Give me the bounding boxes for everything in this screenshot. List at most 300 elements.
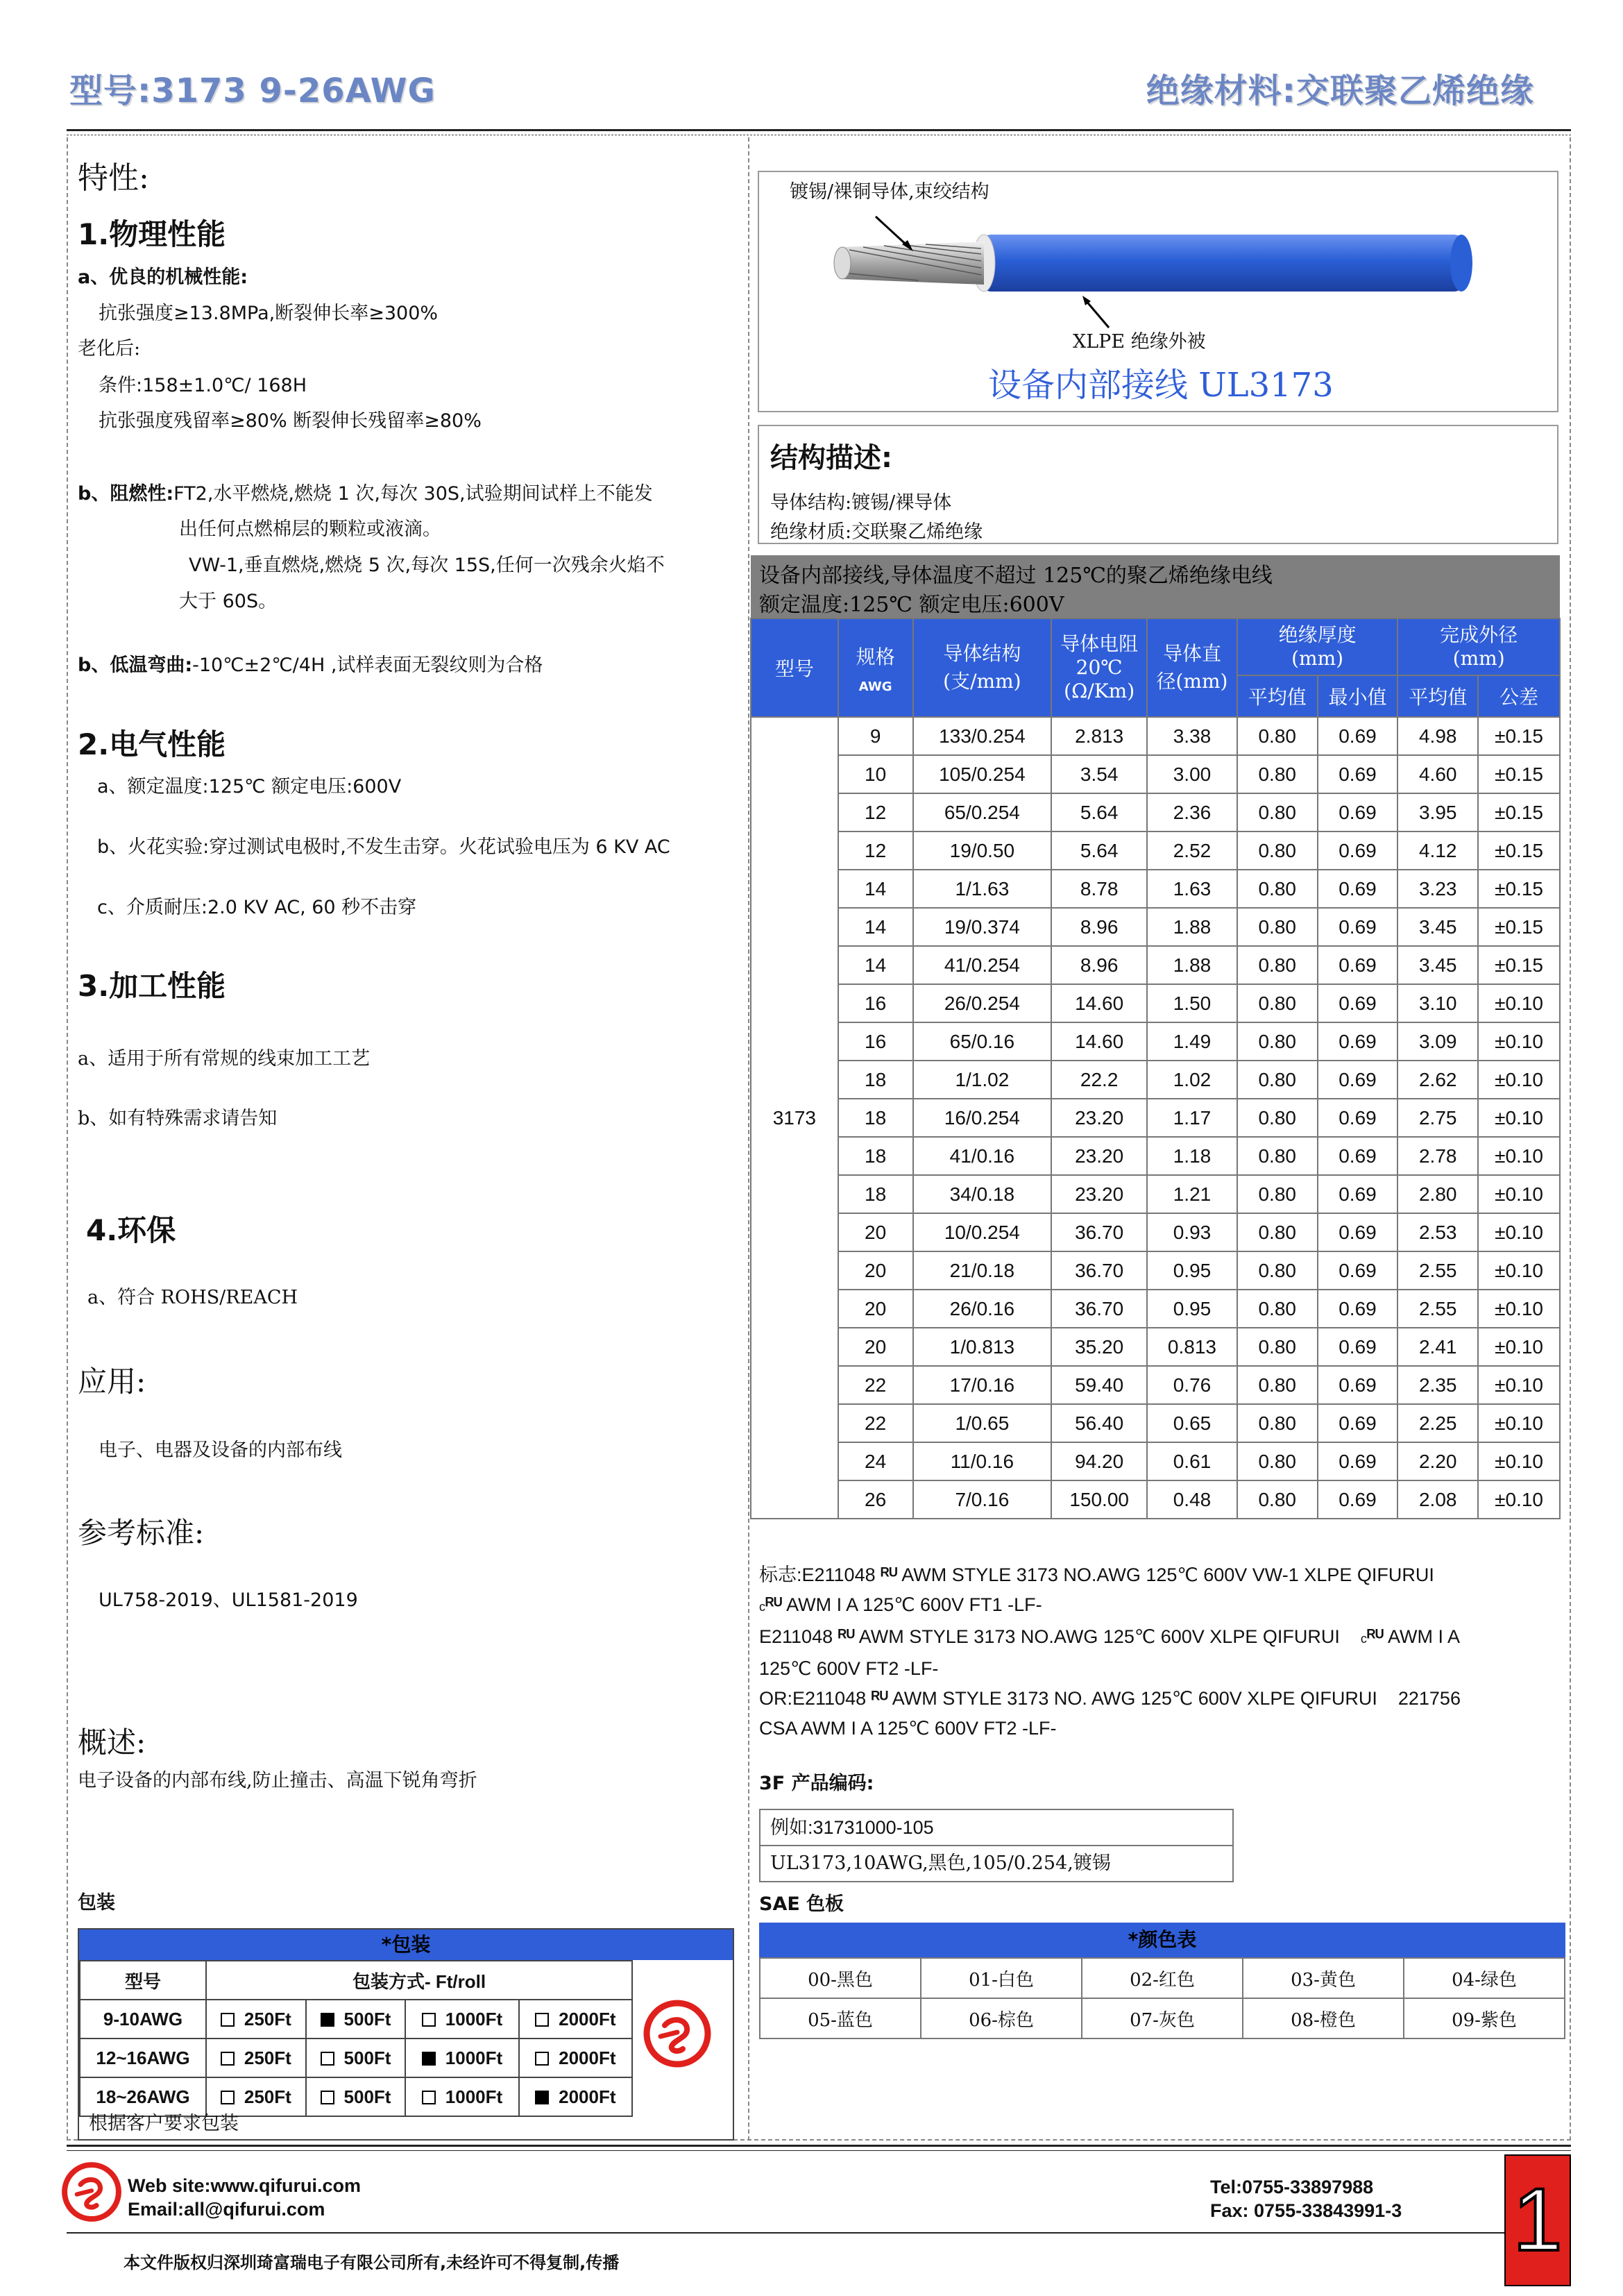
option-label: 1000Ft — [445, 2086, 503, 2107]
spec-cell: 0.69 — [1318, 1022, 1398, 1061]
spec-cell: 1/0.65 — [913, 1404, 1052, 1442]
spec-cell: 0.65 — [1147, 1404, 1237, 1442]
s1a-line2: 老化后: — [78, 338, 141, 360]
spec-cell: 14.60 — [1051, 984, 1147, 1022]
color-row — [760, 1958, 1565, 1998]
spec-cell: 0.80 — [1237, 1099, 1318, 1137]
checkbox-checked[interactable] — [535, 2091, 549, 2104]
spec-row — [751, 1290, 1560, 1328]
color-cell: 01-白色 — [921, 1958, 1082, 1998]
packing-row — [80, 2000, 632, 2038]
spec-cell: ±0.10 — [1478, 1251, 1560, 1290]
checkbox[interactable] — [422, 2091, 436, 2104]
spec-cell: 2.35 — [1397, 1366, 1478, 1404]
marking-line1 — [759, 1560, 1571, 1590]
spec-cell: 0.69 — [1318, 832, 1398, 870]
spec-cell: 2.75 — [1397, 1099, 1478, 1137]
spec-cell: 18 — [838, 1099, 913, 1137]
spec-cell: 1/1.63 — [913, 870, 1052, 908]
marking-l2-c: c — [759, 1600, 765, 1614]
spec-cell: 35.20 — [1051, 1328, 1147, 1366]
col-awg-label: AWG — [858, 679, 892, 694]
color-row — [760, 1998, 1565, 2038]
characteristics-title: 特性: — [78, 160, 149, 196]
spec-cell: 2.20 — [1397, 1442, 1478, 1480]
marking-l3-c: c — [1360, 1632, 1367, 1646]
marking-l1-code: 标志:E211048 — [759, 1564, 876, 1585]
spec-cell: ±0.10 — [1478, 1175, 1560, 1213]
structure-title: 结构描述: — [770, 442, 892, 474]
spec-cell: 1.21 — [1147, 1175, 1237, 1213]
packing-row-model: 9-10AWG — [80, 2000, 206, 2038]
spec-cell: 0.80 — [1237, 908, 1318, 946]
spec-cell: 11/0.16 — [913, 1442, 1052, 1480]
section2-title: 2.电气性能 — [78, 727, 226, 761]
spec-cell: 3.38 — [1147, 717, 1237, 755]
spec-cell: 26/0.254 — [913, 984, 1052, 1022]
spec-cell: 0.69 — [1318, 1290, 1398, 1328]
spec-cell: 0.61 — [1147, 1442, 1237, 1480]
spec-cell: ±0.10 — [1478, 1137, 1560, 1175]
spec-model-cell: 3173 — [751, 717, 838, 1519]
spec-cell: ±0.10 — [1478, 1061, 1560, 1099]
spec-cell: 23.20 — [1051, 1137, 1147, 1175]
ul-logo-icon: ᴿᵁ — [881, 1564, 898, 1585]
spec-cell: 36.70 — [1051, 1251, 1147, 1290]
s2-b: b、火花实验:穿过测试电极时,不发生击穿。火花试验电压为 6 KV AC — [97, 836, 670, 858]
conductor-label: 镀锡/裸铜导体,束绞结构 — [790, 181, 989, 203]
spec-cell: 5.64 — [1051, 832, 1147, 870]
option-label: 500Ft — [343, 2047, 391, 2068]
marking-l3-text: AWM STYLE 3173 NO.AWG 125℃ 600V XLPE QIFURUI — [858, 1626, 1340, 1647]
spec-cell: 14 — [838, 908, 913, 946]
spec-cell: ±0.10 — [1478, 1213, 1560, 1251]
spec-cell: 56.40 — [1051, 1404, 1147, 1442]
option-label: 2000Ft — [559, 2008, 616, 2029]
spec-cell: 0.813 — [1147, 1328, 1237, 1366]
spec-cell: 3.23 — [1397, 870, 1478, 908]
color-cell: 05-蓝色 — [760, 1998, 921, 2038]
spec-cell: 3.45 — [1397, 946, 1478, 984]
spec-cell: 1.63 — [1147, 870, 1237, 908]
packing-option[interactable] — [519, 2077, 632, 2116]
application-title: 应用: — [78, 1365, 146, 1399]
copyright: 本文件版权归深圳琦富瑞电子有限公司所有,未经许可不得复制,传播 — [124, 2253, 620, 2272]
marking-l5-csa: 221756 — [1397, 1688, 1461, 1709]
col-gauge-label: 规格 — [856, 645, 895, 668]
spec-cell: 2.36 — [1147, 793, 1237, 832]
code-title: 3F 产品编码: — [759, 1773, 874, 1794]
packing-option[interactable] — [206, 2000, 306, 2038]
spec-cell: 1.18 — [1147, 1137, 1237, 1175]
marking-block — [759, 1560, 1571, 1744]
page-number — [1504, 2154, 1571, 2286]
spec-cell: ±0.10 — [1478, 1328, 1560, 1366]
spec-cell: 0.80 — [1237, 1251, 1318, 1290]
s2-c: c、介质耐压:2.0 KV AC, 60 秒不击穿 — [97, 897, 417, 918]
spec-cell: 0.80 — [1237, 1022, 1318, 1061]
spec-cell: 0.69 — [1318, 1061, 1398, 1099]
spec-cell: 12 — [838, 832, 913, 870]
s1b-line2: 出任何点燃棉层的颗粒或液滴。 — [179, 518, 441, 540]
option-label: 2000Ft — [559, 2047, 616, 2068]
packing-option[interactable] — [306, 2000, 406, 2038]
spec-cell: 10/0.254 — [913, 1213, 1052, 1251]
spec-cell: 0.69 — [1318, 1442, 1398, 1480]
spec-cell: 22 — [838, 1404, 913, 1442]
spec-cell: ±0.15 — [1478, 793, 1560, 832]
company-logo-icon — [641, 1998, 713, 2070]
spec-row — [751, 984, 1560, 1022]
spec-cell: 14 — [838, 946, 913, 984]
marking-line6: CSA AWM I A 125℃ 600V FT2 -LF- — [759, 1718, 1057, 1739]
spec-cell: 5.64 — [1051, 793, 1147, 832]
color-cell: 07-灰色 — [1082, 1998, 1243, 2038]
spec-cell: 4.98 — [1397, 717, 1478, 755]
color-cell: 02-红色 — [1082, 1958, 1243, 1998]
spec-cell: 0.69 — [1318, 908, 1398, 946]
col-resistance: 导体电阻 20℃ (Ω/Km) — [1051, 618, 1147, 717]
marking-l5-code: OR:E211048 — [759, 1688, 867, 1709]
packing-option[interactable] — [519, 2038, 632, 2077]
color-cell: 00-黑色 — [760, 1958, 921, 1998]
spec-cell: 0.69 — [1318, 1137, 1398, 1175]
spec-cell: 2.813 — [1051, 717, 1147, 755]
s1a-title: a、优良的机械性能: — [78, 267, 248, 288]
packing-note: 根据客户要求包装 — [89, 2113, 239, 2134]
spec-cell: 3.54 — [1051, 755, 1147, 793]
spec-row — [751, 1213, 1560, 1251]
spec-row — [751, 717, 1560, 755]
spec-cell: 41/0.16 — [913, 1137, 1052, 1175]
spec-cell: 0.95 — [1147, 1290, 1237, 1328]
marking-line4: 125℃ 600V FT2 -LF- — [759, 1658, 939, 1679]
packing-row-model: 18~26AWG — [80, 2077, 206, 2116]
packing-col-method: 包装方式- Ft/roll — [206, 1961, 632, 2000]
spec-cell: 0.80 — [1237, 1328, 1318, 1366]
spec-cell: 2.55 — [1397, 1251, 1478, 1290]
footer-rule-2 — [67, 2150, 1571, 2151]
color-header: *颜色表 — [759, 1923, 1565, 1957]
spec-cell: 18 — [838, 1175, 913, 1213]
spec-cell: 1.88 — [1147, 908, 1237, 946]
footer-logo-icon — [60, 2160, 124, 2224]
spec-row — [751, 1175, 1560, 1213]
col-ins-min: 最小值 — [1318, 675, 1398, 717]
col-od-avg: 平均值 — [1397, 675, 1478, 717]
spec-cell: 0.80 — [1237, 717, 1318, 755]
s1b-line1: FT2,水平燃烧,燃烧 1 次,每次 30S,试验期间试样上不能发 — [173, 483, 653, 505]
spec-cell: 20 — [838, 1213, 913, 1251]
spec-cell: 0.80 — [1237, 832, 1318, 870]
spec-cell: 0.80 — [1237, 1290, 1318, 1328]
code-example1: 例如:31731000-105 — [760, 1810, 1232, 1846]
spec-desc-line1: 设备内部接线,导体温度不超过 125℃的聚乙烯绝缘电线 — [759, 564, 1273, 588]
col-model: 型号 — [751, 618, 838, 717]
s1b-label: b、阻燃性: — [78, 483, 174, 505]
packing-col-model: 型号 — [80, 1961, 206, 2000]
packing-option[interactable] — [306, 2038, 406, 2077]
spec-cell: 20 — [838, 1328, 913, 1366]
spec-cell: 17/0.16 — [913, 1366, 1052, 1404]
spec-cell: 24 — [838, 1442, 913, 1480]
marking-l3-code: E211048 — [759, 1626, 833, 1647]
spec-row — [751, 1022, 1560, 1061]
spec-cell: 0.80 — [1237, 793, 1318, 832]
spec-cell: 65/0.16 — [913, 1022, 1052, 1061]
spec-cell: 2.25 — [1397, 1404, 1478, 1442]
packing-option[interactable] — [306, 2077, 406, 2116]
packing-grid — [79, 1960, 633, 2117]
spec-cell: ±0.15 — [1478, 717, 1560, 755]
color-cell: 06-棕色 — [921, 1998, 1082, 2038]
spec-cell: 0.69 — [1318, 1213, 1398, 1251]
spec-cell: ±0.15 — [1478, 908, 1560, 946]
marking-line2 — [759, 1590, 1571, 1622]
section1-title: 1.物理性能 — [78, 217, 226, 251]
checkbox[interactable] — [535, 2052, 549, 2066]
spec-cell: 94.20 — [1051, 1442, 1147, 1480]
spec-cell: 0.69 — [1318, 1366, 1398, 1404]
checkbox[interactable] — [535, 2013, 549, 2027]
overview-title: 概述: — [78, 1725, 146, 1759]
spec-cell: 1.50 — [1147, 984, 1237, 1022]
spec-cell: 26/0.16 — [913, 1290, 1052, 1328]
spec-cell: 65/0.254 — [913, 793, 1052, 832]
spec-cell: 19/0.50 — [913, 832, 1052, 870]
overview-text: 电子设备的内部布线,防止撞击、高温下锐角弯折 — [78, 1770, 477, 1791]
spec-cell: ±0.10 — [1478, 1366, 1560, 1404]
checkbox-checked[interactable] — [321, 2013, 334, 2027]
spec-cell: 0.80 — [1237, 1061, 1318, 1099]
spec-cell: ±0.10 — [1478, 1404, 1560, 1442]
packing-option[interactable] — [206, 2038, 306, 2077]
option-label: 250Ft — [244, 2008, 291, 2029]
spec-cell: 0.69 — [1318, 946, 1398, 984]
ul-logo-icon: ᴿᵁ — [871, 1688, 888, 1709]
spec-cell: ±0.10 — [1478, 1099, 1560, 1137]
spec-row — [751, 1442, 1560, 1480]
spec-desc-line2: 额定温度:125℃ 额定电压:600V — [759, 593, 1064, 617]
footer-rule — [67, 2145, 1571, 2147]
col-conductor: 导体结构 (支/mm) — [913, 618, 1052, 717]
spec-cell: 1.17 — [1147, 1099, 1237, 1137]
section3-title: 3.加工性能 — [78, 969, 226, 1003]
color-cell: 03-黄色 — [1243, 1958, 1404, 1998]
option-label: 250Ft — [244, 2086, 291, 2107]
spec-cell: 4.12 — [1397, 832, 1478, 870]
spec-cell: 0.80 — [1237, 1442, 1318, 1480]
spec-cell: 0.80 — [1237, 1480, 1318, 1519]
spec-cell: 150.00 — [1051, 1480, 1147, 1519]
application-text: 电子、电器及设备的内部布线 — [99, 1440, 342, 1461]
spec-cell: 0.80 — [1237, 755, 1318, 793]
spec-cell: 12 — [838, 793, 913, 832]
footer-email[interactable]: Email:all@qifurui.com — [128, 2199, 325, 2220]
option-label: 500Ft — [343, 2008, 391, 2029]
s4-a: a、符合 ROHS/REACH — [87, 1287, 298, 1308]
spec-cell: 3.45 — [1397, 908, 1478, 946]
spec-cell: 21/0.18 — [913, 1251, 1052, 1290]
marking-l2-text: AWM I A 125℃ 600V FT1 -LF- — [786, 1594, 1042, 1615]
spec-cell: 0.69 — [1318, 1251, 1398, 1290]
spec-cell: 22.2 — [1051, 1061, 1147, 1099]
checkbox[interactable] — [321, 2052, 334, 2066]
packing-option[interactable] — [405, 2038, 518, 2077]
marking-line5 — [759, 1684, 1571, 1714]
spec-cell: 0.80 — [1237, 1175, 1318, 1213]
s1a-line3: 条件:158±1.0℃/ 168H — [99, 375, 307, 396]
spec-cell: 0.69 — [1318, 755, 1398, 793]
spec-cell: 0.95 — [1147, 1251, 1237, 1290]
option-label: 1000Ft — [445, 2008, 503, 2029]
col-ins-avg: 平均值 — [1237, 675, 1318, 717]
spec-cell: ±0.10 — [1478, 1442, 1560, 1480]
col-diameter: 导体直 径(mm) — [1147, 618, 1237, 717]
spec-cell: ±0.15 — [1478, 832, 1560, 870]
spec-cell: ±0.15 — [1478, 755, 1560, 793]
spec-cell: 1/1.02 — [913, 1061, 1052, 1099]
marking-l3-suffix: AWM I A — [1388, 1626, 1461, 1647]
spec-cell: 0.80 — [1237, 1213, 1318, 1251]
standard-title: 参考标准: — [78, 1516, 205, 1550]
spec-row — [751, 1099, 1560, 1137]
spec-cell: 0.69 — [1318, 1404, 1398, 1442]
spec-row — [751, 946, 1560, 984]
spec-row — [751, 1404, 1560, 1442]
spec-cell: ±0.10 — [1478, 984, 1560, 1022]
s1c-label: b、低温弯曲: — [78, 655, 193, 676]
col-insulation: 绝缘厚度 (mm) — [1237, 618, 1398, 675]
spec-cell: 2.52 — [1147, 832, 1237, 870]
spec-cell: 10 — [838, 755, 913, 793]
spec-cell: ±0.15 — [1478, 946, 1560, 984]
spec-cell: 19/0.374 — [913, 908, 1052, 946]
checkbox[interactable] — [221, 2091, 235, 2104]
spec-cell: 7/0.16 — [913, 1480, 1052, 1519]
spec-cell: 3.09 — [1397, 1022, 1478, 1061]
option-label: 2000Ft — [559, 2086, 616, 2107]
footer-bottom-rule — [67, 2232, 1504, 2234]
color-cell: 08-橙色 — [1243, 1998, 1404, 2038]
spec-cell: 8.96 — [1051, 908, 1147, 946]
col-gauge — [838, 618, 913, 717]
spec-cell: 133/0.254 — [913, 717, 1052, 755]
spec-cell: 3.95 — [1397, 793, 1478, 832]
checkbox-checked[interactable] — [422, 2052, 436, 2066]
column-divider — [748, 137, 749, 2141]
s3-a: a、适用于所有常规的线束加工工艺 — [78, 1048, 371, 1070]
spec-cell: 0.80 — [1237, 946, 1318, 984]
spec-description — [751, 555, 1560, 618]
spec-cell: ±0.15 — [1478, 870, 1560, 908]
spec-cell: 23.20 — [1051, 1175, 1147, 1213]
footer-web[interactable]: Web site:www.qifurui.com — [128, 2175, 362, 2196]
spec-cell: 4.60 — [1397, 755, 1478, 793]
spec-body — [751, 717, 1560, 1519]
spec-cell: 8.96 — [1051, 946, 1147, 984]
spec-cell: 59.40 — [1051, 1366, 1147, 1404]
s2-a: a、额定温度:125℃ 额定电压:600V — [97, 776, 402, 797]
spec-cell: ±0.10 — [1478, 1480, 1560, 1519]
spec-cell: 0.76 — [1147, 1366, 1237, 1404]
code-table — [759, 1809, 1234, 1882]
packing-option[interactable] — [519, 2000, 632, 2038]
packing-header: *包装 — [79, 1930, 733, 1960]
spec-row — [751, 1137, 1560, 1175]
spec-cell: 0.69 — [1318, 984, 1398, 1022]
spec-row — [751, 1061, 1560, 1099]
spec-cell: 20 — [838, 1290, 913, 1328]
insulation-title: 绝缘材料:交联聚乙烯绝缘 — [1146, 71, 1534, 110]
option-label: 500Ft — [343, 2086, 391, 2107]
spec-cell: 0.80 — [1237, 870, 1318, 908]
standard-text: UL758-2019、UL1581-2019 — [99, 1589, 358, 1611]
checkbox[interactable] — [221, 2052, 235, 2066]
spec-row — [751, 1366, 1560, 1404]
packing-option[interactable] — [405, 2077, 518, 2116]
spec-cell: 2.80 — [1397, 1175, 1478, 1213]
option-label: 250Ft — [244, 2047, 291, 2068]
spec-cell: 0.93 — [1147, 1213, 1237, 1251]
spec-row — [751, 908, 1560, 946]
spec-cell: 2.41 — [1397, 1328, 1478, 1366]
spec-cell: 2.55 — [1397, 1290, 1478, 1328]
packing-table — [78, 1928, 734, 2141]
s1b-line4: 大于 60S。 — [179, 591, 278, 612]
cable-diagram — [758, 171, 1558, 412]
ul-logo-icon: ᴿᵁ — [765, 1594, 783, 1615]
structure-line2: 绝缘材质:交联聚乙烯绝缘 — [770, 521, 983, 543]
spec-cell: 1.02 — [1147, 1061, 1237, 1099]
spec-cell: 2.78 — [1397, 1137, 1478, 1175]
structure-box — [758, 425, 1558, 544]
model-title: 型号:3173 9-26AWG — [69, 71, 436, 110]
code-example2: UL3173,10AWG,黑色,105/0.254,镀锡 — [770, 1852, 1111, 1874]
packing-option[interactable] — [405, 2000, 518, 2038]
checkbox[interactable] — [422, 2013, 436, 2027]
spec-cell: 0.69 — [1318, 1328, 1398, 1366]
checkbox[interactable] — [221, 2013, 235, 2027]
spec-cell: 0.69 — [1318, 1175, 1398, 1213]
color-grid — [759, 1957, 1565, 2039]
spec-cell: 26 — [838, 1480, 913, 1519]
packing-row — [80, 2038, 632, 2077]
marking-l5-text: AWM STYLE 3173 NO. AWG 125℃ 600V XLPE QIFURUI — [892, 1688, 1377, 1709]
spec-cell: 0.80 — [1237, 1137, 1318, 1175]
spec-cell: 8.78 — [1051, 870, 1147, 908]
spec-cell: ±0.10 — [1478, 1022, 1560, 1061]
footer-tel: Tel:0755-33897988 — [1210, 2177, 1374, 2197]
spec-cell: 16/0.254 — [913, 1099, 1052, 1137]
spec-cell: 20 — [838, 1251, 913, 1290]
spec-cell: 2.62 — [1397, 1061, 1478, 1099]
spec-cell: 41/0.254 — [913, 946, 1052, 984]
page-number-text: 1 — [1513, 2170, 1563, 2270]
s1b-block — [78, 482, 744, 507]
spec-row — [751, 1328, 1560, 1366]
spec-cell: 14.60 — [1051, 1022, 1147, 1061]
spec-cell: 1/0.813 — [913, 1328, 1052, 1366]
col-od-tol: 公差 — [1478, 675, 1560, 717]
spec-row — [751, 793, 1560, 832]
s3-b: b、如有特殊需求请告知 — [78, 1108, 278, 1129]
checkbox[interactable] — [321, 2091, 334, 2104]
spec-cell: 3.10 — [1397, 984, 1478, 1022]
spec-cell: 0.69 — [1318, 1480, 1398, 1519]
spec-cell: 18 — [838, 1137, 913, 1175]
header-rule — [67, 129, 1571, 131]
